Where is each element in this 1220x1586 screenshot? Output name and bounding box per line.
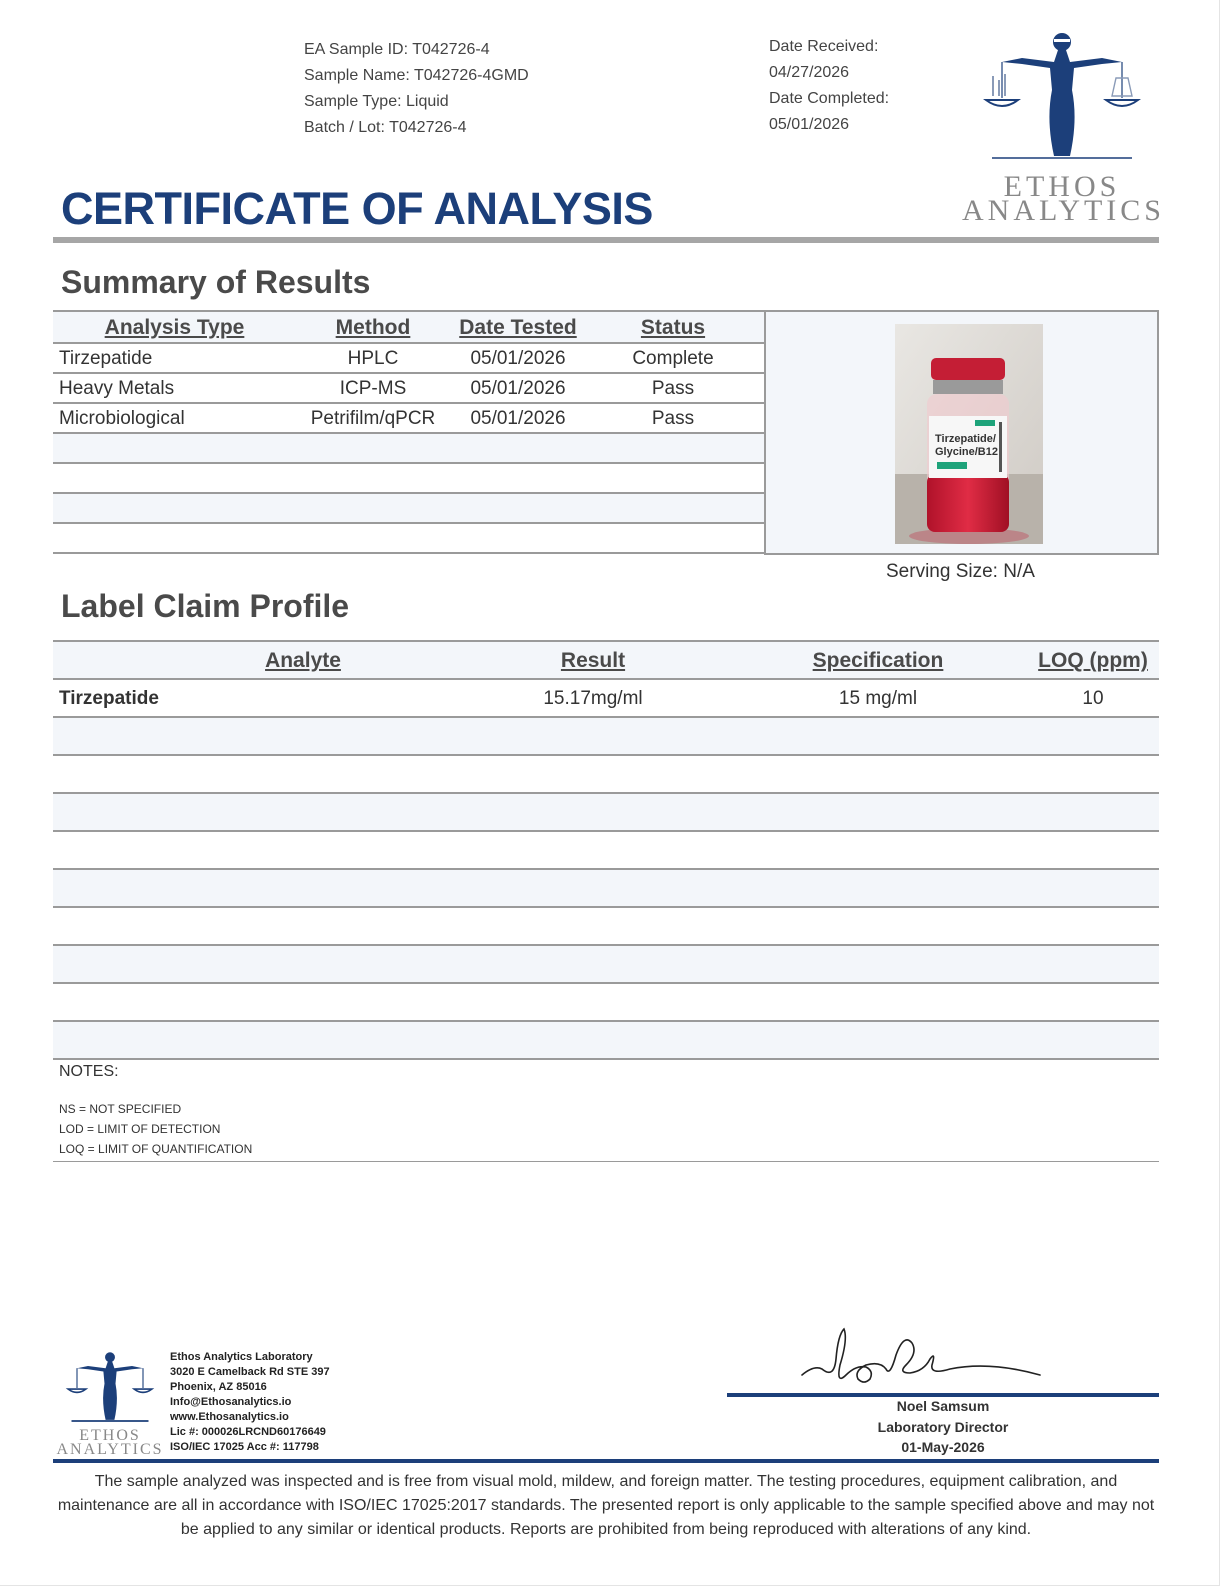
status: Pass	[651, 408, 695, 429]
lab-accreditation: ISO/IEC 17025 Acc #: 117798	[170, 1441, 319, 1453]
date-tested: 05/01/2026	[470, 408, 566, 429]
claim-table	[53, 640, 1159, 1060]
sample-info	[304, 37, 529, 141]
summary-table	[53, 310, 764, 554]
header-analysis-type: Analysis Type	[104, 316, 245, 339]
method: Petrifilm/qPCR	[310, 408, 436, 429]
analysis-type: Tirzepatide	[59, 348, 153, 369]
lab-address	[170, 1350, 330, 1455]
analyte: Tirzepatide	[59, 688, 159, 709]
header-status: Status	[640, 316, 706, 339]
justice-scale-icon	[962, 28, 1162, 168]
document-title: CERTIFICATE OF ANALYSIS	[61, 183, 653, 234]
brand-line1-small: ETHOS	[79, 1427, 141, 1444]
signer-block	[727, 1396, 1159, 1458]
table-row	[53, 1022, 1159, 1060]
table-row	[53, 524, 764, 554]
vial-label-line1: Tirzepatide/	[935, 433, 996, 445]
header-date-tested: Date Tested	[459, 316, 577, 339]
notes	[59, 1063, 252, 1159]
table-row	[53, 464, 764, 494]
signer-date: 01-May-2026	[901, 1439, 985, 1455]
table-row	[53, 344, 764, 374]
ethos-logo	[962, 28, 1165, 228]
summary-title: Summary of Results	[61, 264, 371, 300]
signer-name: Noel Samsum	[896, 1398, 990, 1414]
table-row	[53, 908, 1159, 946]
header-loq: LOQ (ppm)	[1038, 649, 1148, 672]
note-line: NS = NOT SPECIFIED	[59, 1102, 182, 1116]
signature-icon	[800, 1325, 1060, 1393]
lab-license: Lic #: 000026LRCND60176649	[170, 1426, 326, 1438]
brand-line2-small: ANALYTICS	[56, 1441, 164, 1458]
method: ICP-MS	[339, 378, 407, 399]
vial-label-line2: Glycine/B12	[935, 446, 998, 458]
notes-divider	[53, 1161, 1159, 1162]
lab-street: 3020 E Camelback Rd STE 397	[170, 1366, 330, 1378]
table-row	[53, 870, 1159, 908]
serving-size: Serving Size: N/A	[886, 561, 1035, 582]
disclaimer: The sample analyzed was inspected and is free from visual mold, mildew, and foreign matter. The testing procedures, equipment calibration, and maintenance are all in accordance with ISO/IEC 17025:2017 standards. The presented report is only applicable to the sample specified above and may not be applied to any similar or identical products. Reports are prohibited from being reproduced with alterations of any kind.	[57, 1473, 1155, 1538]
claim-header-row	[53, 642, 1159, 680]
date-tested: 05/01/2026	[470, 378, 566, 399]
note-line: LOD = LIMIT OF DETECTION	[59, 1122, 221, 1136]
result: 15.17mg/ml	[543, 688, 643, 709]
table-row	[53, 434, 764, 464]
lab-email: Info@Ethosanalytics.io	[170, 1396, 292, 1408]
header-analyte: Analyte	[265, 649, 341, 672]
table-row	[53, 680, 1159, 718]
specification: 15 mg/ml	[838, 688, 918, 709]
summary-header-row	[53, 312, 764, 344]
table-row	[53, 494, 764, 524]
ethos-logo-small	[55, 1348, 165, 1458]
brand-line1: ETHOS	[1003, 170, 1121, 203]
vial-photo	[895, 324, 1043, 544]
status: Pass	[651, 378, 695, 399]
date-completed-label: Date Completed:	[769, 90, 890, 107]
table-row	[53, 374, 764, 404]
brand-line2: ANALYTICS	[962, 194, 1165, 227]
analysis-type: Heavy Metals	[59, 378, 175, 399]
table-row	[53, 718, 1159, 756]
footer-divider	[53, 1459, 1159, 1463]
title-divider	[53, 237, 1159, 243]
table-row	[53, 756, 1159, 794]
sample-name: Sample Name: T042726-4GMD	[304, 67, 529, 84]
loq: 10	[1082, 688, 1104, 709]
header-specification: Specification	[812, 649, 944, 672]
vial-icon	[895, 324, 1043, 544]
claim-title: Label Claim Profile	[61, 588, 350, 624]
table-row	[53, 984, 1159, 1022]
table-row	[53, 832, 1159, 870]
table-row	[53, 404, 764, 434]
header-result: Result	[560, 649, 626, 672]
date-received-label: Date Received:	[769, 38, 879, 55]
sample-type: Sample Type: Liquid	[304, 93, 449, 110]
sample-image-box	[764, 310, 1159, 555]
status: Complete	[632, 348, 714, 369]
lab-website: www.Ethosanalytics.io	[170, 1411, 289, 1423]
sample-batch: Batch / Lot: T042726-4	[304, 119, 467, 136]
lab-city: Phoenix, AZ 85016	[170, 1381, 267, 1393]
lab-name: Ethos Analytics Laboratory	[170, 1351, 313, 1363]
sample-id: EA Sample ID: T042726-4	[304, 41, 490, 58]
date-info	[769, 34, 889, 138]
header-method: Method	[335, 316, 411, 339]
analysis-type: Microbiological	[59, 408, 185, 429]
note-line: LOQ = LIMIT OF QUANTIFICATION	[59, 1142, 253, 1156]
date-received: 04/27/2026	[769, 64, 850, 81]
table-row	[53, 946, 1159, 984]
notes-title: NOTES:	[59, 1063, 119, 1080]
justice-scale-icon	[55, 1348, 165, 1428]
method: HPLC	[347, 348, 399, 369]
date-completed: 05/01/2026	[769, 116, 850, 133]
table-row	[53, 794, 1159, 832]
signer-role: Laboratory Director	[877, 1418, 1009, 1435]
date-tested: 05/01/2026	[470, 348, 566, 369]
